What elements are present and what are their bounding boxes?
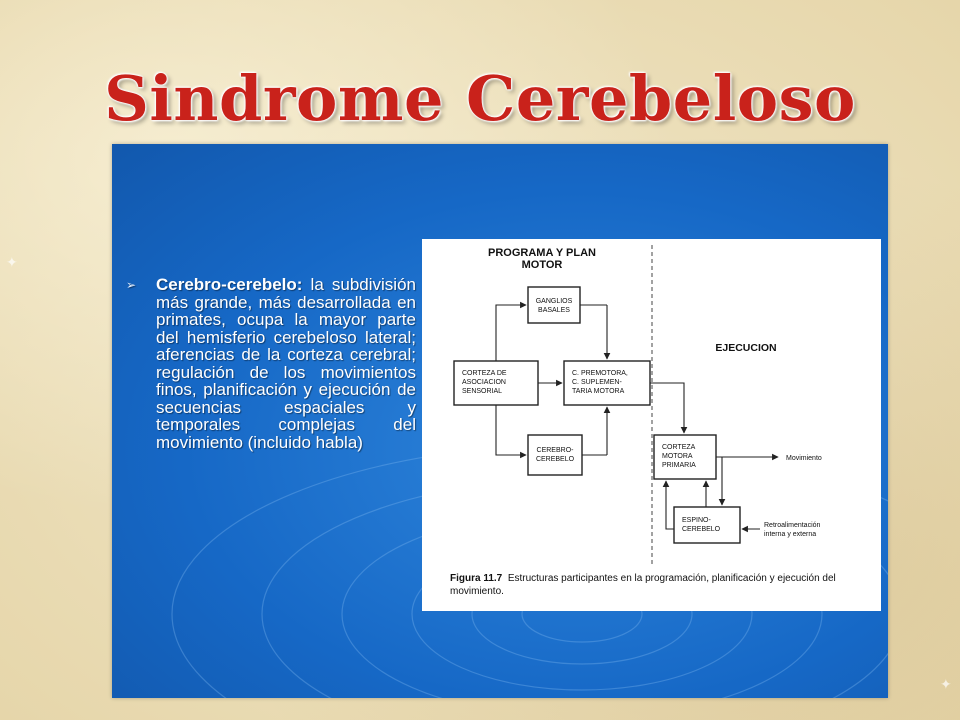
retro-label-line2: interna y externa [764, 531, 817, 538]
sparkle-decoration: ✦ [940, 676, 952, 692]
execution-label: EJECUCION [715, 342, 777, 354]
figure-caption [450, 573, 870, 598]
box-espino-text1: ESPINO- [682, 517, 711, 524]
arrow-espino-loop [666, 481, 674, 529]
box-corteza-motora-text3: PRIMARIA [662, 462, 696, 469]
slide-title: Sindrome Cerebeloso [104, 62, 856, 135]
box-cerebro-text2: CEREBELO [535, 456, 575, 463]
bullet-description: la subdivisión más grande, más desarrollada en primates, ocupa la mayor parte del hemisferio cerebeloso lateral; aferencias de la corteza cerebral; regulación de los movimientos finos, planificación y ejecución de secuencias espaciales y temporales complejas del movimiento (incluido habla) [156, 275, 416, 452]
retro-label-line1: Retroalimentación [764, 522, 821, 529]
sparkle-decoration: ✦ [6, 254, 18, 270]
arrow-bullet-icon: ➢ [126, 278, 137, 292]
box-corteza-motora-text1: CORTEZA [662, 444, 696, 451]
arrow-to-ganglios [496, 305, 526, 361]
figure-diagram [422, 239, 881, 611]
arrow-to-cerebro [496, 405, 526, 455]
box-premotora-text2: C. SUPLEMEN- [572, 379, 622, 386]
figure-number: Figura 11.7 [450, 573, 503, 584]
bullet-item [126, 276, 416, 451]
box-corteza-asoc-text2: ASOCIACION [462, 379, 506, 386]
box-premotora-text1: C. PREMOTORA, [572, 370, 628, 377]
figure-caption-text: Estructuras participantes en la programación, planificación y ejecución del movimiento. [450, 573, 836, 597]
box-ganglios-text2: BASALES [538, 307, 570, 314]
box-corteza-asoc-text3: SENSORIAL [462, 388, 503, 395]
box-ganglios-text1: GANGLIOS [535, 298, 573, 305]
box-corteza-asoc-text1: CORTEZA DE [462, 370, 507, 377]
bullet-term: Cerebro-cerebelo: [156, 275, 303, 294]
box-corteza-motora-text2: MOTORA [662, 453, 693, 460]
bullet-text [156, 276, 416, 451]
figure-heading-line1: PROGRAMA Y PLAN [488, 247, 596, 259]
box-cerebro-text1: CEREBRO- [536, 447, 574, 454]
box-cerebro-cerebelo [528, 435, 582, 475]
content-panel [112, 144, 888, 698]
figure-heading-line2: MOTOR [521, 259, 563, 271]
box-premotora-text3: TARIA MOTORA [572, 388, 625, 395]
box-espino-cerebelo [674, 507, 740, 543]
movimiento-label: Movimiento [786, 455, 822, 462]
box-espino-text2: CEREBELO [682, 526, 721, 533]
box-ganglios-basales [528, 287, 580, 323]
arrow-premotora-to-motora [650, 383, 684, 433]
